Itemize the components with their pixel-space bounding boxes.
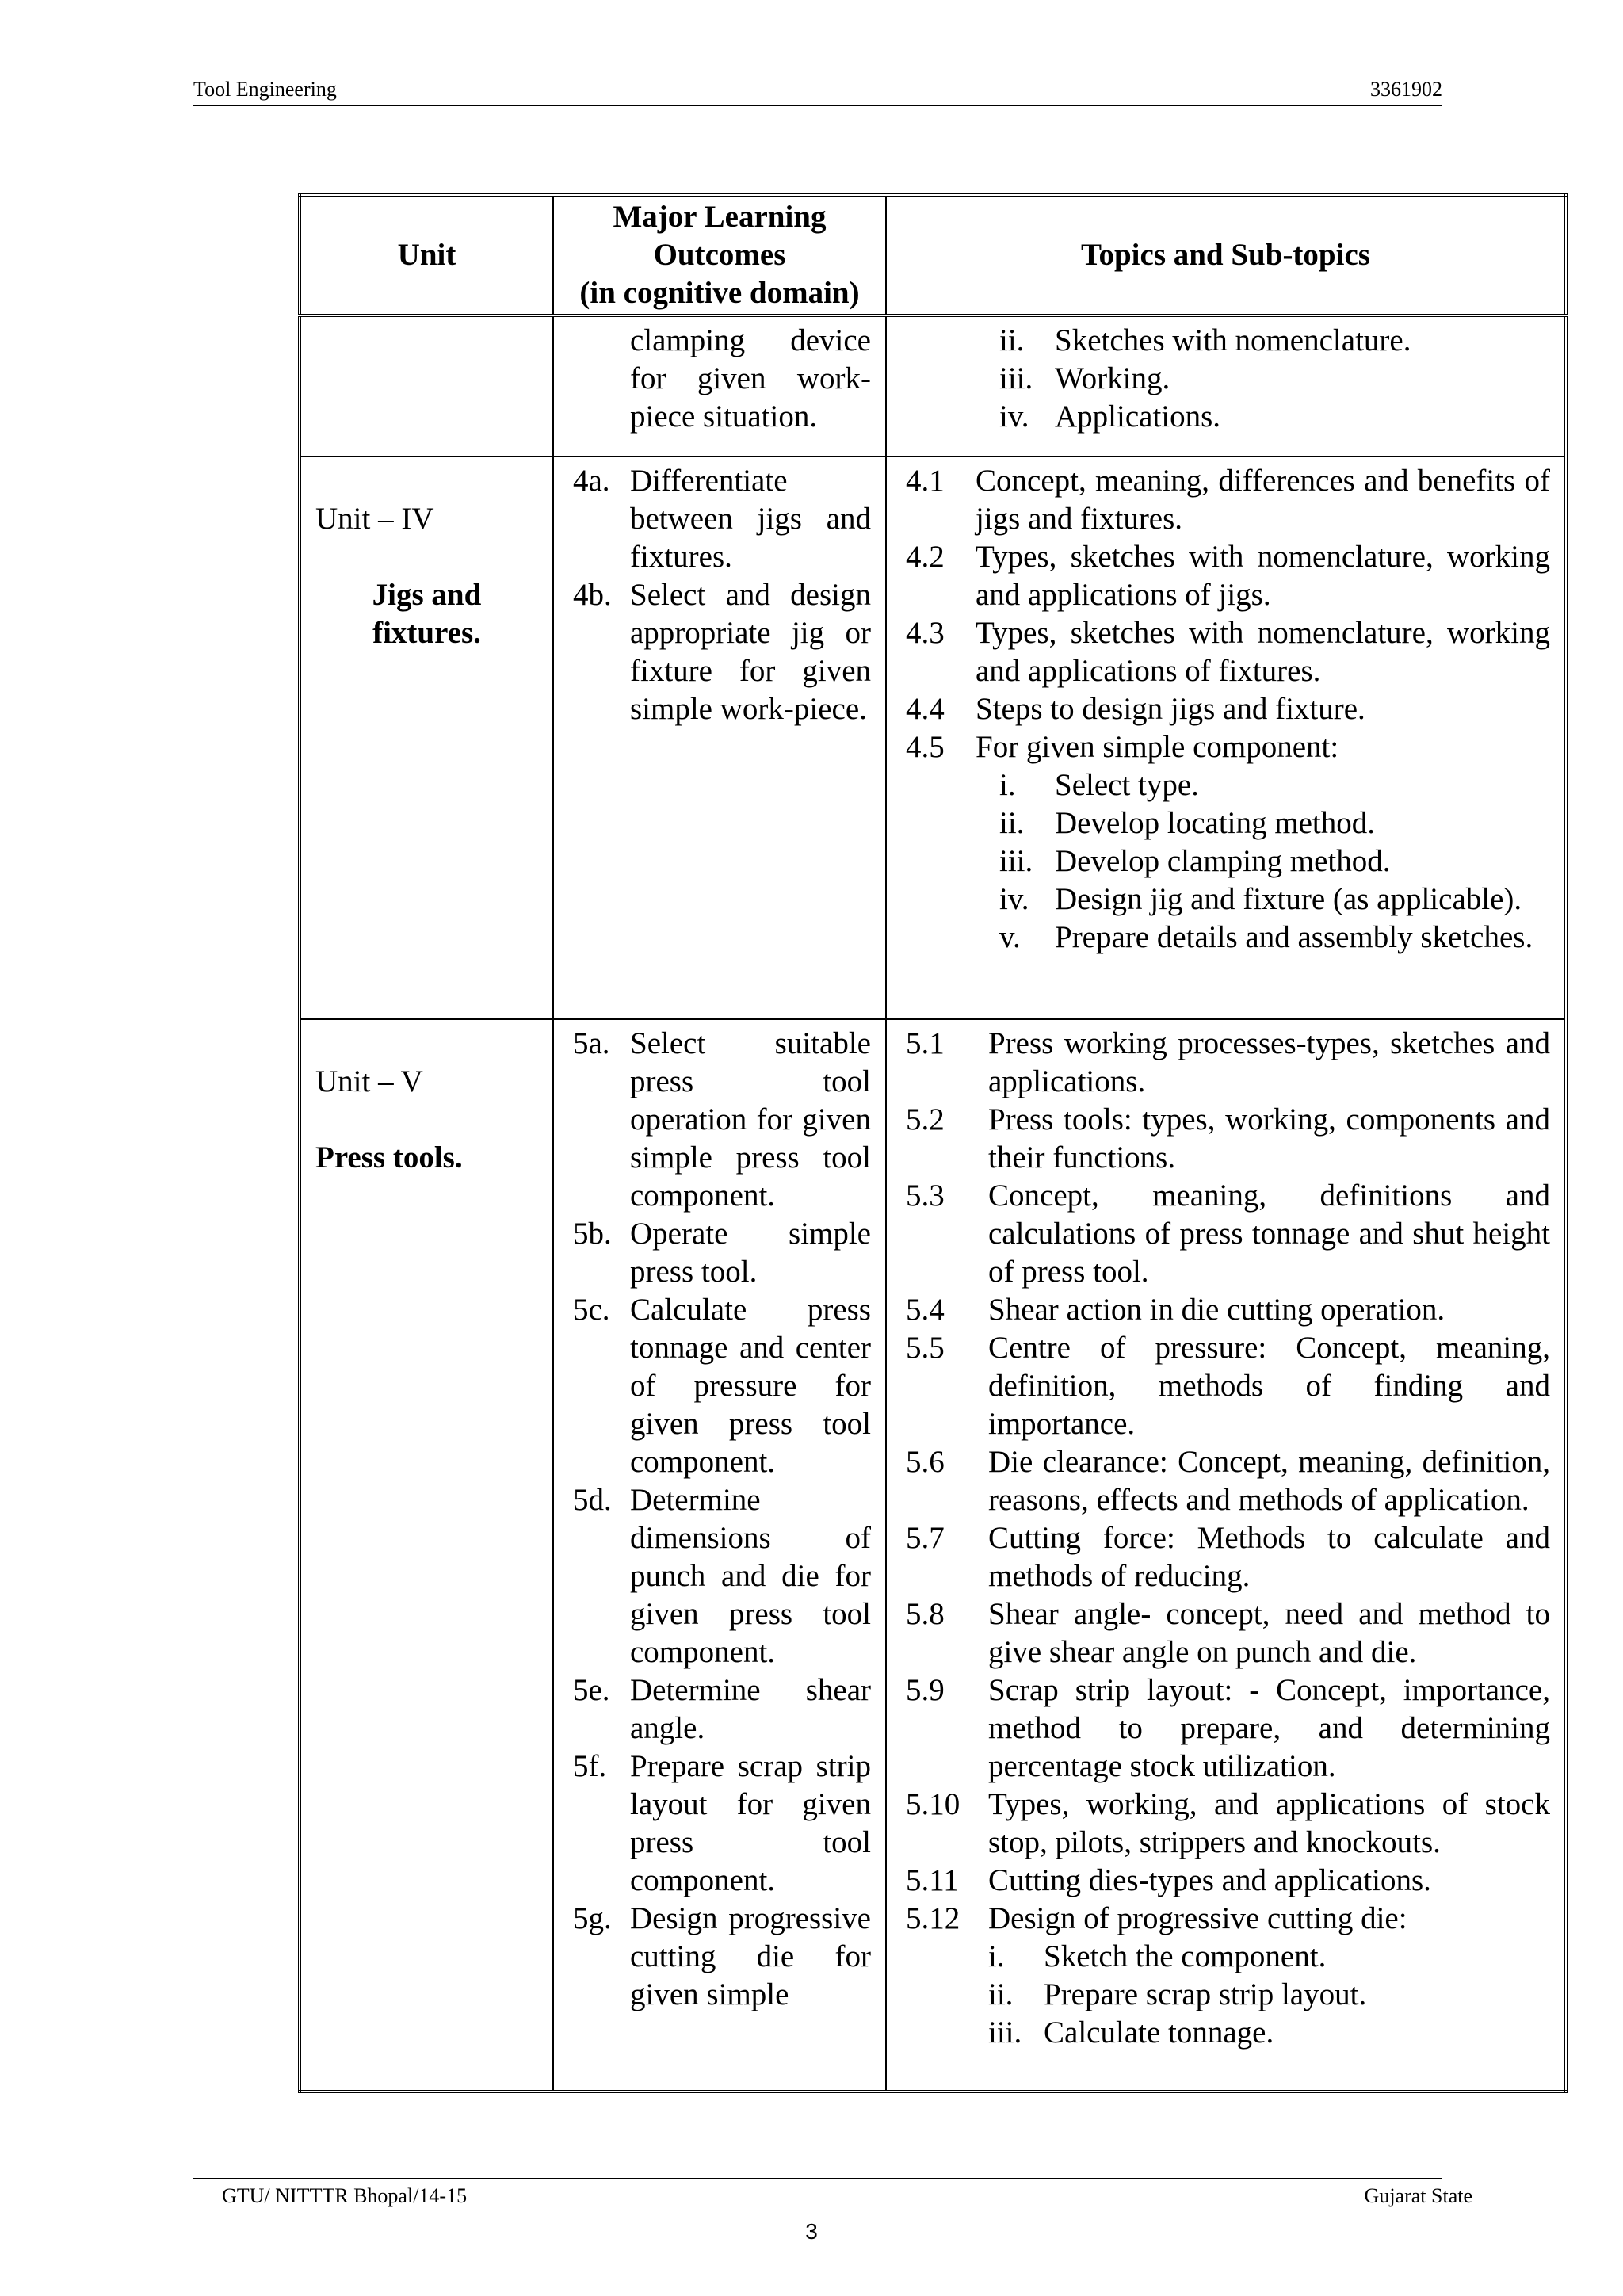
item-number: 4.1 [906,464,945,498]
item-text: For given simple component: [976,730,1339,764]
item-number: 4a. [573,464,610,498]
item-number: 5.5 [906,1331,945,1365]
header-unit: Unit [300,195,553,315]
list-item [901,462,1550,538]
unit-cell [300,457,553,1019]
item-number: i. [999,768,1016,802]
item-number: iii. [999,844,1033,878]
unit-cell [300,1019,553,2092]
list-item [568,1291,871,1481]
item-number: 4b. [573,578,612,612]
page-footer [193,2178,1472,2210]
item-number: ii. [999,806,1025,840]
unit-title: Press tools. [315,1140,463,1175]
item-number: 4.3 [906,616,945,650]
header-outcomes-line1: Major Learning [613,200,827,234]
unit-name: Unit – IV [315,502,434,536]
item-text: Prepare scrap strip layout. [1044,1977,1367,2011]
unit-name: Unit – V [315,1064,423,1098]
unit-title [315,576,538,652]
list-item [988,1976,1550,2014]
list-item [901,1025,1550,1101]
item-number: 4.2 [906,540,945,574]
item-text: Determine dimensions of punch and die for given press tool component. [630,1483,871,1669]
list-item [568,1215,871,1291]
list-item [901,1443,1550,1519]
list-item [901,728,1550,766]
outcome-text: clamping device for given work-piece situation. [630,323,871,434]
list-item [901,1595,1550,1671]
item-number: 5d. [573,1483,612,1517]
list-item [999,804,1550,842]
item-number: 5.1 [906,1026,945,1060]
item-number: 5.6 [906,1445,945,1479]
item-text: Sketches with nomenclature. [1055,323,1411,357]
table-row-unit-5 [300,1019,1566,2092]
outcome-cell [553,315,886,457]
outcome-continuation [568,322,871,436]
list-item [901,1862,1550,1900]
item-number: 5g. [573,1901,612,1935]
item-text: Press working processes-types, sketches and applications. [988,1026,1550,1098]
item-text: Cutting force: Methods to calculate and methods of reducing. [988,1521,1550,1593]
topics-cell [886,1019,1566,2092]
list-item [901,614,1550,690]
list-item [999,842,1550,881]
item-text: Die clearance: Concept, meaning, definition, reasons, effects and methods of application. [988,1445,1550,1517]
list-item [568,1671,871,1748]
item-text: Types, working, and applications of stock stop, pilots, strippers and knockouts. [988,1787,1550,1859]
list-item [568,1900,871,2014]
item-number: i. [988,1939,1005,1973]
item-text: Determine shear angle. [630,1673,871,1745]
item-number: 5f. [573,1749,607,1783]
item-text: Cutting dies-types and applications. [988,1863,1431,1897]
list-item [568,1748,871,1900]
item-text: Design of progressive cutting die: [988,1901,1407,1935]
footer-institution: GTU/ NITTTR Bhopal/14-15 [222,2184,468,2207]
item-number: ii. [999,323,1025,357]
table-header-row [300,195,1566,315]
item-text: Prepare details and assembly sketches. [1055,920,1533,954]
header-outcomes [553,195,886,315]
item-number: 5b. [573,1217,612,1251]
list-item [901,690,1550,728]
unit-title-line2: fixtures. [372,616,481,650]
item-number: 5.12 [906,1901,960,1935]
item-text: Calculate press tonnage and center of pressure for given press tool component. [630,1293,871,1479]
list-item [999,919,1550,957]
item-number: 4.5 [906,730,945,764]
list-item [568,1481,871,1671]
item-text: Select and design appropriate jig or fixture for given simple work-piece. [630,578,871,726]
table-row-unit-4 [300,457,1566,1019]
item-number: iv. [999,399,1029,434]
list-item [901,1519,1550,1595]
item-text: Operate simple press tool. [630,1217,871,1289]
topics-cell [886,315,1566,457]
item-text: Scrap strip layout: - Concept, importance, method to prepare, and determining percentage stock utilization. [988,1673,1550,1783]
item-number: 4.4 [906,692,945,726]
list-item [988,2014,1550,2052]
unit-title-line1: Jigs and [372,578,482,612]
list-item [901,1177,1550,1291]
item-text: Select suitable press tool operation for given simple press tool component. [630,1026,871,1213]
item-number: 5.7 [906,1521,945,1555]
list-item [999,322,1550,360]
item-text: Concept, meaning, differences and benefits of jigs and fixtures. [976,464,1550,536]
header-topics: Topics and Sub-topics [886,195,1566,315]
item-text: Working. [1055,361,1170,395]
item-text: Calculate tonnage. [1044,2015,1274,2050]
list-item [568,1025,871,1215]
header-outcomes-line3: (in cognitive domain) [579,276,860,310]
item-text: Shear action in die cutting operation. [988,1293,1445,1327]
header-outcomes-line2: Outcomes [653,238,786,272]
item-number: 5.4 [906,1293,945,1327]
outcome-cell [553,1019,886,2092]
item-text: Press tools: types, working, components and their functions. [988,1102,1550,1175]
list-item [988,1938,1550,1976]
item-text: Steps to design jigs and fixture. [976,692,1365,726]
item-number: 5a. [573,1026,610,1060]
item-number: v. [999,920,1021,954]
item-number: 5.2 [906,1102,945,1137]
item-number: 5e. [573,1673,610,1707]
item-text: Differentiate between jigs and fixtures. [630,464,871,574]
item-text: Shear angle- concept, need and method to give shear angle on punch and die. [988,1597,1550,1669]
item-number: 5.3 [906,1179,945,1213]
item-text: Prepare scrap strip layout for given press tool component. [630,1749,871,1897]
list-item [999,881,1550,919]
item-text: Design jig and fixture (as applicable). [1055,882,1522,916]
item-number: 5.10 [906,1787,960,1821]
item-number: iii. [988,2015,1022,2050]
item-text: Types, sketches with nomenclature, working and applications of jigs. [976,540,1550,612]
list-item [901,538,1550,614]
list-item [999,766,1550,804]
item-text: Select type. [1055,768,1199,802]
header-course-title: Tool Engineering [193,78,337,101]
item-text: Develop clamping method. [1055,844,1391,878]
list-item [901,1101,1550,1177]
list-item [901,1329,1550,1443]
list-item [901,1900,1550,1938]
footer-state: Gujarat State [1364,2184,1472,2207]
page-header [193,78,1442,106]
item-text: Concept, meaning, definitions and calculations of press tonnage and shut height of press tool. [988,1179,1550,1289]
list-item [999,360,1550,398]
list-item [901,1671,1550,1786]
table-row-continuation [300,315,1566,457]
list-item [901,1786,1550,1862]
header-course-code: 3361902 [1370,78,1442,101]
item-number: 5.8 [906,1597,945,1631]
item-number: 5c. [573,1293,610,1327]
topics-cell [886,457,1566,1019]
item-number: 5.11 [906,1863,959,1897]
list-item [901,1291,1550,1329]
item-number: iii. [999,361,1033,395]
list-item [568,576,871,728]
outcome-cell [553,457,886,1019]
unit-cell-empty [300,315,553,457]
item-number: 5.9 [906,1673,945,1707]
item-text: Develop locating method. [1055,806,1375,840]
item-text: Design progressive cutting die for given simple [630,1901,871,2011]
list-item [568,462,871,576]
item-number: iv. [999,882,1029,916]
item-text: Types, sketches with nomenclature, working and applications of fixtures. [976,616,1550,688]
page-number: 3 [805,2219,818,2244]
item-text: Centre of pressure: Concept, meaning, definition, methods of finding and importance. [988,1331,1550,1441]
item-number: ii. [988,1977,1014,2011]
list-item [999,398,1550,436]
item-text: Sketch the component. [1044,1939,1327,1973]
item-text: Applications. [1055,399,1221,434]
syllabus-table [298,193,1568,2093]
